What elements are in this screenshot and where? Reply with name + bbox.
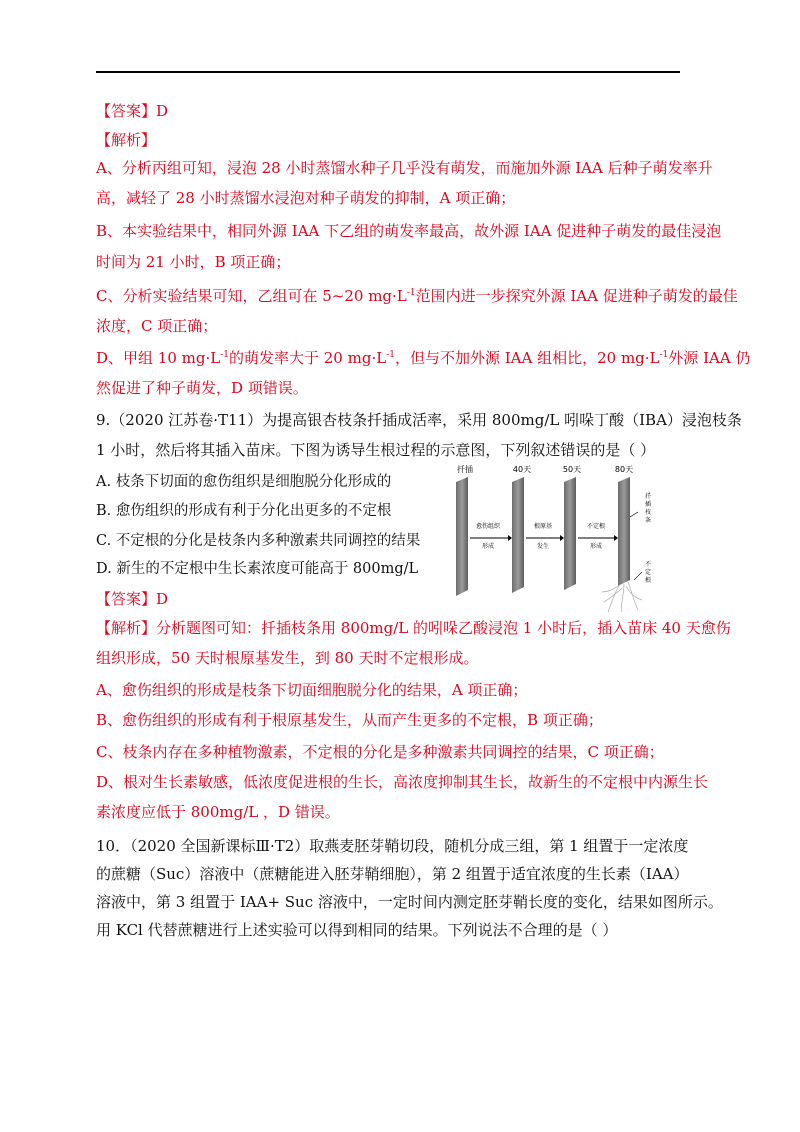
q10-line-1: 10．（2020 全国新课标Ⅲ·T2）取燕麦胚芽鞘切段，随机分成三组，第 1 组置于一定浓度	[96, 837, 689, 855]
fig-stage-3b: 形成	[589, 543, 603, 550]
q8-analysis-label: 【解析】	[96, 131, 157, 149]
q9-analysis-2: 组织形成，50 天时根原基发生，到 80 天时不定根形成。	[96, 649, 479, 667]
fig-stage-1a: 愈伤组织	[475, 523, 501, 530]
q8-line-a2: 高，减轻了 28 小时蒸馏水浸泡对种子萌发的抑制，A 项正确；	[96, 189, 516, 207]
adventitious-roots	[602, 582, 642, 612]
q9-line-a: A、愈伤组织的形成是枝条下切面细胞脱分化的结果，A 项正确；	[96, 681, 528, 699]
q8-line-b1: B、本实验结果中，相同外源 IAA 下乙组的萌发率最高，故外源 IAA 促进种子萌发的最佳浸泡	[96, 222, 722, 240]
q9-option-c: C. 不定根的分化是枝条内多种激素共同调控的结果	[96, 533, 421, 549]
stem-4	[618, 477, 630, 586]
fig-label-40d: 40天	[512, 465, 532, 474]
svg-text:不: 不	[644, 561, 652, 568]
q8-line-d2: 然促进了种子萌发，D 项错误。	[96, 379, 308, 397]
q9-answer: 【答案】D	[96, 590, 169, 608]
fig-label-50d: 50天	[562, 465, 582, 474]
fig-stage-1b: 形成	[481, 543, 495, 550]
q9-stem-2: 1 小时，然后将其插入苗床。下图为诱导生根过程的示意图，下列叙述错误的是（ ）	[96, 441, 656, 459]
q8-line-c1: C、分析实验结果可知，乙组可在 5~20 $mg\cdot L^{-1}$范围内进一步探究外源 IAA 促进种子萌发的最佳	[96, 287, 738, 305]
q8-line-a1: A、分析丙组可知，浸泡 28 小时蒸馏水种子几乎没有萌发，而施加外源 IAA 后种子萌发率升	[96, 159, 713, 177]
q8-line-b2: 时间为 21 小时，B 项正确；	[96, 253, 291, 271]
q9-analysis-1: 【解析】分析题图可知：扦插枝条用 800mg/L 的吲哚乙酸浸泡 1 小时后，插入苗床 40 天愈伤	[96, 619, 731, 637]
q9-option-b: B. 愈伤组织的形成有利于分化出更多的不定根	[96, 503, 392, 519]
q10-line-2: 的蔗糖（Suc）溶液中（蔗糖能进入胚芽鞘细胞），第 2 组置于适宜浓度的生长素（IAA）	[96, 865, 689, 883]
q9-option-a: A. 枝条下切面的愈伤组织是细胞脱分化形成的	[96, 474, 392, 490]
fig-stage-3a: 不定根	[586, 523, 606, 530]
svg-text:条: 条	[644, 517, 652, 524]
stem-3	[564, 477, 576, 590]
svg-text:插: 插	[644, 501, 652, 508]
fig-label-cutting: 扦插	[457, 465, 473, 474]
header-rule	[96, 71, 680, 73]
q9-line-b: B、愈伤组织的形成有利于根原基发生，从而产生更多的不定根，B 项正确；	[96, 711, 603, 729]
fig-stage-2a: 根原基	[533, 523, 553, 530]
q8-answer: 【答案】D	[96, 102, 169, 120]
rooting-process-figure	[442, 462, 656, 614]
q9-stem-1: 9.（2020 江苏卷·T11）为提高银杏枝条扦插成活率，采用 800mg/L 吲哚丁酸（IBA）浸泡枝条	[96, 411, 742, 429]
svg-text:枝: 枝	[644, 509, 652, 516]
svg-text:定: 定	[644, 569, 652, 576]
q8-line-c2: 浓度，C 项正确；	[96, 317, 218, 335]
svg-text:扦: 扦	[644, 493, 652, 500]
q10-line-4: 用 KCl 代替蔗糖进行上述实验可以得到相同的结果。下列说法不合理的是（ ）	[96, 921, 618, 939]
fig-label-80d: 80天	[614, 465, 634, 474]
q9-line-d1: D、根对生长素敏感，低浓度促进根的生长，高浓度抑制其生长，故新生的不定根中内源生长	[96, 773, 709, 791]
q8-line-d1: D、甲组 10 $mg\cdot L^{-1}$的萌发率大于 20 $mg\cdot L^{-1}$，但与不加外源 IAA 组相比，20 $mg\cdot L^{-1}$外源 IAA 仍	[96, 349, 751, 367]
stem-2	[512, 477, 524, 593]
svg-text:根: 根	[644, 577, 652, 584]
fig-stage-2b: 发生	[536, 543, 550, 550]
q9-line-c: C、枝条内存在多种植物激素，不定根的分化是多种激素共同调控的结果，C 项正确；	[96, 743, 664, 761]
stem-1	[456, 477, 468, 596]
q9-option-d: D. 新生的不定根中生长素浓度可能高于 800mg/L	[96, 561, 419, 577]
q9-line-d2: 素浓度应低于 800mg/L ，D 错误。	[96, 803, 340, 821]
q10-line-3: 溶液中，第 3 组置于 IAA+ Suc 溶液中，一定时间内测定胚芽鞘长度的变化，结果如图所示。	[96, 893, 723, 911]
